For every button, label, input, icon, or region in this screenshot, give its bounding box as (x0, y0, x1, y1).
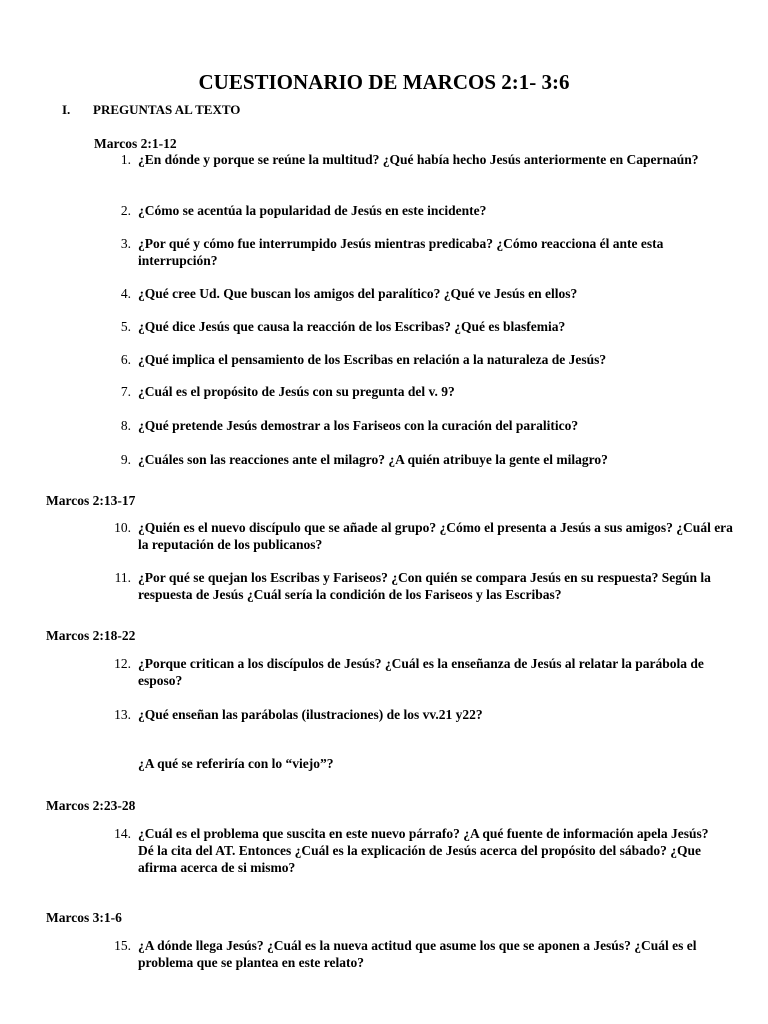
question-number: 11. (114, 570, 131, 585)
question-number: 13. (114, 707, 131, 722)
question-text: ¿En dónde y porque se reúne la multitud? ¿Qué había hecho Jesús anteriormente en Capernaún? (138, 152, 699, 167)
question-number: 12. (114, 656, 131, 671)
question-number: 5. (120, 319, 131, 334)
follow-up-question: ¿A qué se referiría con lo “viejo”? (138, 756, 334, 771)
section-heading (62, 102, 240, 118)
group-heading: Marcos 2:18-22 (46, 628, 136, 643)
question-number: 8. (120, 418, 131, 433)
question-text: ¿Quién es el nuevo discípulo que se añade al grupo? ¿Cómo el presenta a Jesús a sus amigos? ¿Cuál era la reputación de los publicanos? (138, 520, 733, 552)
group-heading: Marcos 3:1-6 (46, 910, 122, 925)
section-number: I. (62, 102, 71, 117)
question-text: ¿Qué enseñan las parábolas (ilustraciones) de los vv.21 y22? (138, 707, 483, 722)
question-text: ¿Cuáles son las reacciones ante el milagro? ¿A quién atribuye la gente el milagro? (138, 452, 608, 467)
question-number: 10. (114, 520, 131, 535)
question-text: ¿Por qué se quejan los Escribas y Fariseos? ¿Con quién se compara Jesús en su respuesta? Según la respuesta de Jesús ¿Cuál sería la condición de los Fariseos y las Escribas? (138, 570, 711, 602)
section-label: PREGUNTAS AL TEXTO (93, 102, 241, 117)
question-number: 15. (114, 938, 131, 953)
group-heading: Marcos 2:1-12 (94, 136, 177, 151)
question-number: 3. (120, 236, 131, 251)
question-number: 6. (120, 352, 131, 367)
question-text: ¿Porque critican a los discípulos de Jesús? ¿Cuál es la enseñanza de Jesús al relatar la parábola de esposo? (138, 656, 704, 688)
question-text: ¿Por qué y cómo fue interrumpido Jesús mientras predicaba? ¿Cómo reacciona él ante esta interrupción? (138, 236, 664, 268)
question-text: ¿A dónde llega Jesús? ¿Cuál es la nueva actitud que asume los que se aponen a Jesús? ¿Cuál es el problema que se plantea en este relato? (138, 938, 697, 970)
question-text: ¿Cómo se acentúa la popularidad de Jesús en este incidente? (138, 203, 487, 218)
question-number: 4. (120, 286, 131, 301)
question-number: 1. (120, 152, 131, 167)
question-number: 9. (120, 452, 131, 467)
question-text: ¿Qué implica el pensamiento de los Escribas en relación a la naturaleza de Jesús? (138, 352, 607, 367)
question-number: 14. (114, 826, 131, 841)
page-title: CUESTIONARIO DE MARCOS 2:1- 3:6 (198, 70, 570, 94)
question-text: ¿Cuál es el propósito de Jesús con su pregunta del v. 9? (138, 384, 455, 399)
question-text: ¿Qué pretende Jesús demostrar a los Fariseos con la curación del paralitico? (138, 418, 579, 433)
group-heading: Marcos 2:23-28 (46, 798, 136, 813)
question-text: ¿Cuál es el problema que suscita en este nuevo párrafo? ¿A qué fuente de información apela Jesús? Dé la cita del AT. Entonces ¿Cuál es la explicación de Jesús acerca del propósito del sábado? ¿Que afirma acerca de si mismo? (138, 826, 709, 875)
question-number: 7. (120, 384, 131, 399)
question-number: 2. (120, 203, 131, 218)
question-text: ¿Qué cree Ud. Que buscan los amigos del paralítico? ¿Qué ve Jesús en ellos? (138, 286, 578, 301)
question-text: ¿Qué dice Jesús que causa la reacción de los Escribas? ¿Qué es blasfemia? (138, 319, 566, 334)
group-heading: Marcos 2:13-17 (46, 493, 136, 508)
